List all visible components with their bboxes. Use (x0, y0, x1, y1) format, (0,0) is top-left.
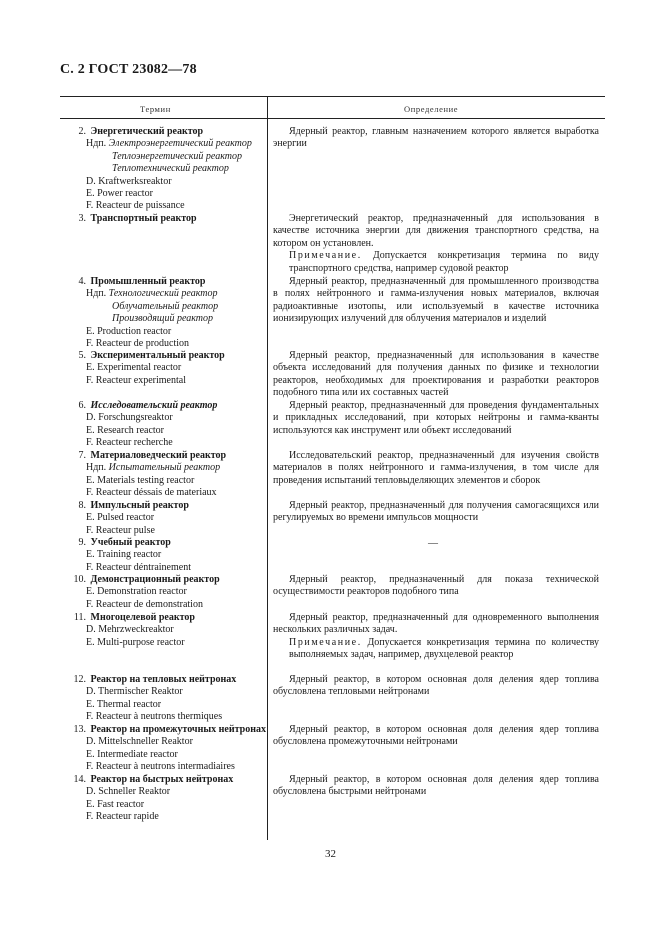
note-label: Примечание. (289, 636, 362, 648)
foreign-equivalent: F. Reacteur recherche (86, 437, 173, 449)
foreign-equivalent: F. Reacteur de puissance (86, 200, 185, 212)
note-text: Допускается конкретизация термина по количеству выполняемых задач, например, двухцелевой реактор (289, 636, 599, 661)
foreign-equivalent: F. Reacteur experimental (86, 374, 186, 386)
foreign-equivalent: E. Demonstration reactor (86, 586, 187, 598)
entry-number: 4. (78, 276, 86, 287)
foreign-equivalent: F. Reacteur rapide (86, 811, 159, 823)
term-title: Исследовательский реактор (90, 400, 218, 411)
term-title: Реактор на промежуточных нейтронах (90, 724, 266, 735)
definition-2 (273, 126, 599, 151)
term-entry-3 (60, 213, 270, 225)
ndp-label: Ндп. (86, 138, 107, 150)
definition-text: Энергетический реактор, предназначенный для использования в качестве источника энергии для движения транспортного средства, на котором он установлен. (273, 213, 599, 249)
foreign-equivalent: E. Training reactor (86, 549, 162, 561)
term-entry-9 (60, 537, 270, 574)
definition-8 (273, 500, 599, 525)
term-entry-8 (60, 500, 270, 537)
foreign-equivalent: E. Experimental reactor (86, 362, 182, 374)
definition-text: Ядерный реактор, предназначенный для одновременного выполнения нескольких различных задач. (273, 612, 599, 636)
foreign-equivalent: F. Reacteur déssais de materiaux (86, 487, 217, 499)
foreign-equivalent: F. Reacteur à neutrons intermadiaires (86, 761, 235, 773)
term-title: Реактор на быстрых нейтронах (90, 774, 234, 785)
ndp-label: Ндп. (86, 462, 107, 474)
term-title: Материаловедческий реактор (90, 450, 227, 461)
foreign-equivalent: F. Reacteur déntrainement (86, 561, 191, 573)
entry-number: 9. (78, 537, 86, 548)
definition-10 (273, 574, 599, 599)
note-text: Допускается конкретизация термина по виду транспортного средства, например судовой реактор (289, 250, 600, 274)
term-entry-14 (60, 774, 270, 824)
term-title: Реактор на тепловых нейтронах (90, 674, 237, 685)
entry-number: 5. (78, 350, 86, 361)
ndp-term: Теплотехнический реактор (112, 163, 229, 175)
entry-number: 11. (73, 612, 86, 623)
ndp-term: Облучательный реактор (112, 300, 219, 312)
term-title: Промышленный реактор (90, 276, 206, 287)
table-top-rule (60, 96, 605, 97)
definition-text: Ядерный реактор, предназначенный для показа технической осуществимости реакторов подобного типа (273, 574, 599, 598)
term-title: Импульсный реактор (90, 500, 189, 511)
ndp-term: Теплоэнергетический реактор (112, 150, 242, 162)
term-title: Многоцелевой реактор (90, 612, 195, 623)
definition-9-dash: — (428, 538, 438, 549)
entry-number: 8. (78, 500, 86, 511)
foreign-equivalent: E. Materials testing reactor (86, 474, 195, 486)
entry-number: 13. (73, 724, 86, 735)
foreign-equivalent: E. Pulsed reactor (86, 512, 155, 524)
definition-text: Ядерный реактор, предназначенный для проведения фундаментальных и прикладных исследований, при которых нейтроны и гамма-кванты используются как инструмент или объект исследований (273, 400, 599, 436)
term-entry-12 (60, 674, 270, 724)
entry-number: 2. (78, 126, 86, 137)
term-entry-7 (60, 450, 270, 500)
definition-5 (273, 350, 599, 400)
entry-number: 6. (78, 400, 86, 411)
page-header: С. 2 ГОСТ 23082—78 (60, 62, 197, 77)
term-title: Демонстрационный реактор (90, 574, 220, 585)
entry-number: 3. (78, 213, 86, 224)
note-label: Примечание. (289, 250, 362, 262)
foreign-equivalent: E. Production reactor (86, 325, 172, 337)
foreign-equivalent: E. Research reactor (86, 424, 165, 436)
definition-text: Ядерный реактор, в котором основная доля деления ядер топлива обусловлена промежуточными нейтронами (273, 724, 599, 748)
definition-text: Ядерный реактор, предназначенный для использования в качестве объекта исследований для получения данных по физике и технологии реакторов, необходимых для проектирования и разработки реакторов подобного типа или их составных частей (273, 350, 599, 399)
term-entry-2 (60, 126, 270, 213)
entry-number: 14. (73, 774, 86, 785)
foreign-equivalent: E. Power reactor (86, 188, 153, 200)
definition-text: Ядерный реактор, главным назначением которого является выработка энергии (273, 126, 599, 150)
foreign-equivalent: D. Mittelschneller Reaktor (86, 736, 193, 748)
definition-text: Исследовательский реактор, предназначенный для изучения свойств материалов в полях нейтронного и гамма-излучения, в том числе для проведения испытаний тепловыделяющих элементов и сборок (273, 450, 599, 486)
term-title: Энергетический реактор (90, 126, 204, 137)
definition-text: Ядерный реактор, предназначенный для промышленного производства в полях нейтронного и гамма-излучения новых материалов, включая радиоактивные изотопы, или используемый в качестве источника ионизирующих излучений для облучения материалов и изделий (273, 276, 599, 325)
table-header-rule (60, 118, 605, 119)
entry-number: 12. (73, 674, 86, 685)
definition-14 (273, 774, 599, 799)
foreign-equivalent: F. Reacteur de production (86, 338, 190, 350)
definition-4 (273, 276, 599, 326)
entry-number: 10. (73, 574, 86, 585)
definition-3 (273, 213, 599, 275)
ndp-term: Производящий реактор (112, 313, 214, 325)
definition-11 (273, 612, 599, 662)
ndp-term: Технологический реактор (108, 288, 218, 300)
definition-7 (273, 450, 599, 487)
term-entry-10 (60, 574, 270, 611)
foreign-equivalent: D. Forschungsreaktor (86, 412, 173, 424)
ndp-term: Испытательный реактор (108, 462, 221, 474)
term-entry-5 (60, 350, 270, 387)
page-number: 32 (325, 848, 336, 860)
term-entry-13 (60, 724, 270, 774)
foreign-equivalent: E. Multi-purpose reactor (86, 636, 185, 648)
column-header-term: Термин (140, 104, 171, 114)
term-title: Экспериментальный реактор (90, 350, 225, 361)
term-title: Учебный реактор (90, 537, 171, 548)
foreign-equivalent: F. Reacteur de demonstration (86, 598, 203, 610)
term-entry-4 (60, 276, 270, 350)
term-title: Транспортный реактор (90, 213, 197, 224)
term-entry-6 (60, 400, 270, 450)
definition-text: Ядерный реактор, в котором основная доля деления ядер топлива обусловлена тепловыми нейтронами (273, 674, 599, 698)
ndp-term: Электроэнергетический реактор (108, 138, 252, 150)
foreign-equivalent: D. Mehrzweckreaktor (86, 624, 174, 636)
column-header-definition: Определение (404, 104, 459, 114)
foreign-equivalent: E. Intermediate reactor (86, 748, 178, 760)
foreign-equivalent: E. Thermal reactor (86, 698, 162, 710)
term-entry-11 (60, 612, 270, 649)
foreign-equivalent: D. Schneller Reaktor (86, 786, 171, 798)
definition-text: Ядерный реактор, предназначенный для получения самогасящихся или регулируемых во времени импульсов мощности (273, 500, 599, 524)
foreign-equivalent: D. Kraftwerksreaktor (86, 175, 172, 187)
definition-text: Ядерный реактор, в котором основная доля деления ядер топлива обусловлена быстрыми нейтронами (273, 774, 599, 798)
definition-6 (273, 400, 599, 437)
definition-13 (273, 724, 599, 749)
foreign-equivalent: F. Reacteur pulse (86, 524, 155, 536)
ndp-label: Ндп. (86, 288, 107, 300)
definition-12 (273, 674, 599, 699)
entry-number: 7. (78, 450, 86, 461)
foreign-equivalent: D. Thermischer Reaktor (86, 686, 183, 698)
foreign-equivalent: E. Fast reactor (86, 798, 145, 810)
foreign-equivalent: F. Reacteur à neutrons thermiques (86, 711, 223, 723)
